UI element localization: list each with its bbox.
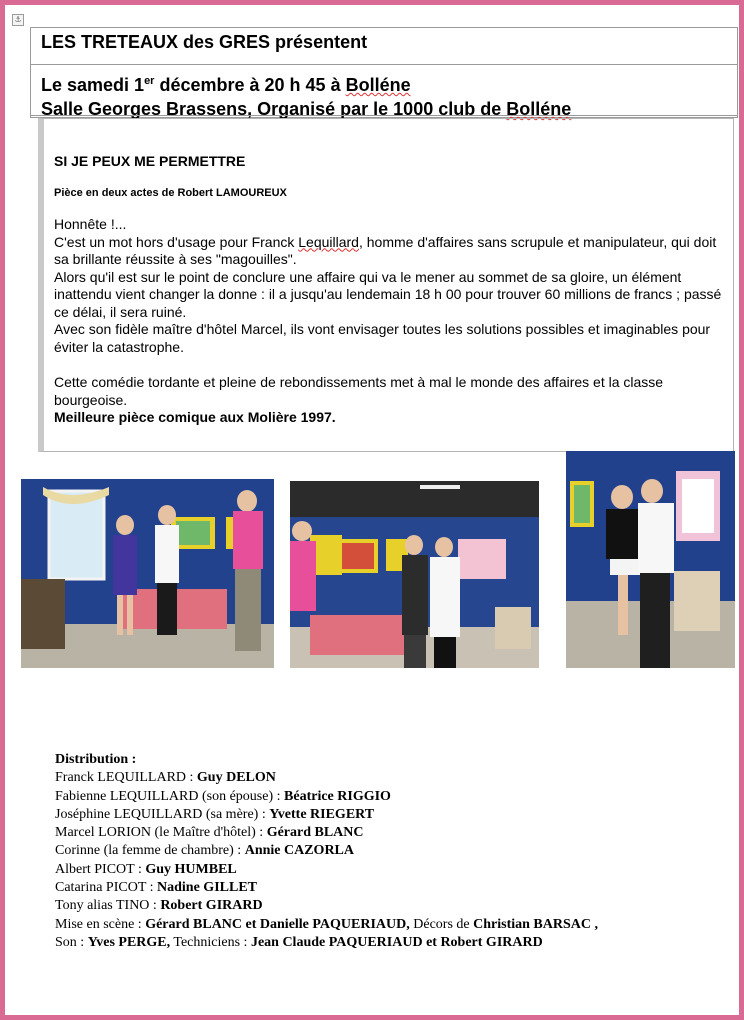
page-title bbox=[30, 27, 738, 65]
synopsis-paragraph: Avec son fidèle maître d'hôtel Marcel, ils vont envisager toutes les solutions possibles et imaginables pour éviter la catastrophe. bbox=[54, 321, 711, 355]
cast-row: Catarina PICOT : Nadine GILLET bbox=[55, 880, 257, 896]
cast-row: Marcel LORION (le Maître d'hôtel) : Gérard BLANC bbox=[55, 825, 364, 841]
synopsis bbox=[54, 216, 723, 427]
award-line: Meilleure pièce comique aux Molière 1997. bbox=[54, 409, 336, 425]
town-name: Bolléne bbox=[345, 75, 411, 95]
play-description bbox=[38, 118, 734, 452]
anchor-icon: ⚓ bbox=[12, 14, 24, 26]
stage-photo-3 bbox=[566, 451, 735, 668]
synopsis-paragraph: C'est un mot hors d'usage pour Franck Lequillard, homme d'affaires sans scrupule et manipulateur, qui doit sa brillante réussite à ses "magouilles". bbox=[54, 233, 717, 267]
event-date: Le samedi 1er décembre à 20 h 45 à Bolléne bbox=[41, 75, 411, 95]
event-details bbox=[30, 64, 738, 118]
synopsis-intro: Honnête !... bbox=[54, 216, 127, 232]
play-title: SI JE PEUX ME PERMETTRE bbox=[54, 153, 246, 169]
cast-row: Franck LEQUILLARD : Guy DELON bbox=[55, 770, 276, 786]
cast-row: Corinne (la femme de chambre) : Annie CAZORLA bbox=[55, 843, 354, 859]
cast-row: Joséphine LEQUILLARD (sa mère) : Yvette RIEGERT bbox=[55, 806, 375, 822]
synopsis-paragraph: Alors qu'il est sur le point de conclure une affaire qui va le mener au sommet de sa gloire, un élément inattendu vient changer la donne : il a jusqu'au lendemain 18 h 00 pour trouver 60 millions de francs ; passé ce délai, il sera ruiné. bbox=[54, 268, 722, 320]
cast-row: Fabienne LEQUILLARD (son épouse) : Béatrice RIGGIO bbox=[55, 788, 391, 804]
town-name: Bolléne bbox=[506, 99, 572, 119]
play-subtitle: Pièce en deux actes de Robert LAMOUREUX bbox=[54, 187, 287, 199]
presenter-line: LES TRETEAUX des GRES présentent bbox=[41, 32, 368, 52]
event-venue: Salle Georges Brassens, Organisé par le 1000 club de Bolléne bbox=[41, 99, 572, 119]
synopsis-paragraph: Cette comédie tordante et pleine de rebondissements met à mal le monde des affaires et la classe bourgeoise. bbox=[54, 374, 664, 408]
cast-row: Albert PICOT : Guy HUMBEL bbox=[55, 861, 237, 877]
stage-photo-1 bbox=[21, 479, 274, 668]
credits-row: Mise en scène : Gérard BLANC et Danielle PAQUERIAUD, Décors de Christian BARSAC , bbox=[55, 916, 598, 932]
credits-row: Son : Yves PERGE, Techniciens : Jean Claude PAQUERIAUD et Robert GIRARD bbox=[55, 934, 543, 950]
stage-photo-2 bbox=[290, 481, 539, 668]
cast-list bbox=[55, 751, 715, 952]
cast-row: Tony alias TINO : Robert GIRARD bbox=[55, 898, 263, 914]
cast-heading: Distribution : bbox=[55, 752, 137, 767]
